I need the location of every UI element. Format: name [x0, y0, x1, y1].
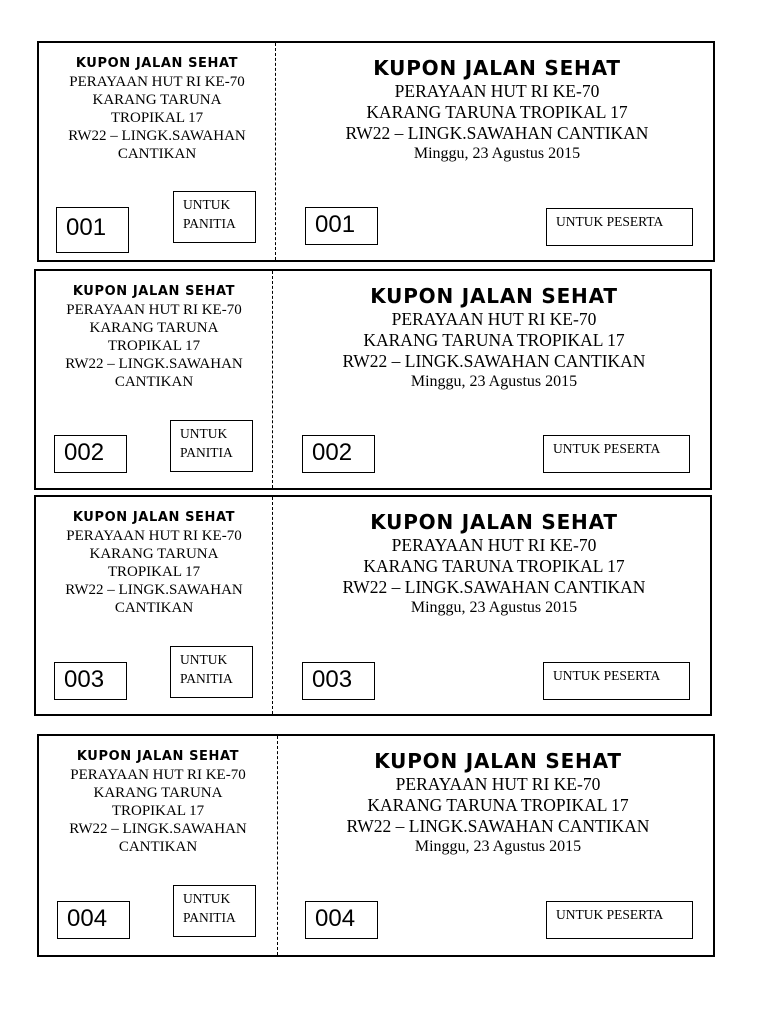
stub-address-line: RW22 – LINGK.SAWAHAN	[69, 821, 247, 837]
coupon-2	[34, 269, 712, 490]
coupon-3	[34, 495, 712, 716]
stub-number-box: 002	[54, 435, 127, 473]
stub-address-line-2: CANTIKAN	[118, 839, 198, 855]
main-title: KUPON JALAN SEHAT	[370, 284, 618, 308]
main-org-line: KARANG TARUNA TROPIKAL 17	[367, 795, 629, 815]
coupon-main	[277, 43, 717, 164]
stub-event-line: PERAYAAN HUT RI KE-70	[66, 302, 242, 318]
coupon-stub	[39, 736, 277, 856]
stub-title: KUPON JALAN SEHAT	[72, 510, 236, 525]
peserta-tag-box: UNTUK PESERTA	[546, 901, 693, 939]
tag-line: PANITIA	[180, 671, 233, 686]
coupon-main	[274, 497, 714, 618]
stub-number-box: 001	[56, 207, 129, 253]
stub-title: KUPON JALAN SEHAT	[72, 284, 236, 299]
stub-org-line-2: TROPIKAL 17	[110, 110, 204, 126]
main-address-line: RW22 – LINGK.SAWAHAN CANTIKAN	[342, 577, 646, 597]
stub-org-line-2: TROPIKAL 17	[107, 338, 201, 354]
stub-org-line: KARANG TARUNA	[93, 785, 223, 801]
stub-address-line: RW22 – LINGK.SAWAHAN	[68, 128, 246, 144]
main-event-line: PERAYAAN HUT RI KE-70	[391, 309, 597, 329]
event-date: Minggu, 23 Agustus 2015	[414, 838, 582, 855]
coupon-stub	[36, 271, 272, 391]
stub-address-line: RW22 – LINGK.SAWAHAN	[65, 356, 243, 372]
stub-org-line-2: TROPIKAL 17	[107, 564, 201, 580]
main-event-line: PERAYAAN HUT RI KE-70	[395, 774, 601, 794]
main-org-line: KARANG TARUNA TROPIKAL 17	[363, 330, 625, 350]
coupon-stub	[36, 497, 272, 617]
main-number-box: 003	[302, 662, 375, 700]
stub-org-line: KARANG TARUNA	[89, 320, 219, 336]
stub-number-box: 003	[54, 662, 127, 700]
peserta-tag-box: UNTUK PESERTA	[546, 208, 693, 246]
coupon-main	[274, 271, 714, 392]
tag-line: UNTUK	[183, 891, 231, 906]
stub-address-line-2: CANTIKAN	[117, 146, 197, 162]
main-address-line: RW22 – LINGK.SAWAHAN CANTIKAN	[342, 351, 646, 371]
stub-org-line: KARANG TARUNA	[92, 92, 222, 108]
stub-title: KUPON JALAN SEHAT	[76, 749, 240, 764]
tag-line: UNTUK	[180, 426, 228, 441]
event-date: Minggu, 23 Agustus 2015	[410, 599, 578, 616]
stub-address-line-2: CANTIKAN	[114, 600, 194, 616]
panitia-tag-box	[170, 646, 253, 698]
main-event-line: PERAYAAN HUT RI KE-70	[394, 81, 600, 101]
main-event-line: PERAYAAN HUT RI KE-70	[391, 535, 597, 555]
coupon-stub	[39, 43, 275, 163]
stub-event-line: PERAYAAN HUT RI KE-70	[66, 528, 242, 544]
stub-number-box: 004	[57, 901, 130, 939]
tear-line	[272, 271, 273, 488]
tear-line	[275, 43, 276, 260]
tear-line	[277, 736, 278, 955]
tag-line: UNTUK	[183, 197, 231, 212]
stub-org-line: KARANG TARUNA	[89, 546, 219, 562]
coupon-main	[279, 736, 717, 857]
main-number-box: 004	[305, 901, 378, 939]
main-title: KUPON JALAN SEHAT	[374, 749, 622, 773]
main-address-line: RW22 – LINGK.SAWAHAN CANTIKAN	[346, 816, 650, 836]
tear-line	[272, 497, 273, 714]
coupon-1	[37, 41, 715, 262]
stub-title: KUPON JALAN SEHAT	[75, 56, 239, 71]
peserta-tag-box: UNTUK PESERTA	[543, 435, 690, 473]
stub-event-line: PERAYAAN HUT RI KE-70	[70, 767, 246, 783]
stub-address-line-2: CANTIKAN	[114, 374, 194, 390]
stub-org-line-2: TROPIKAL 17	[111, 803, 205, 819]
main-title: KUPON JALAN SEHAT	[373, 56, 621, 80]
tag-line: UNTUK	[180, 652, 228, 667]
peserta-tag-box: UNTUK PESERTA	[543, 662, 690, 700]
event-date: Minggu, 23 Agustus 2015	[413, 145, 581, 162]
tag-line: PANITIA	[180, 445, 233, 460]
tag-line: PANITIA	[183, 216, 236, 231]
main-number-box: 002	[302, 435, 375, 473]
panitia-tag-box	[170, 420, 253, 472]
event-date: Minggu, 23 Agustus 2015	[410, 373, 578, 390]
stub-address-line: RW22 – LINGK.SAWAHAN	[65, 582, 243, 598]
coupon-4	[37, 734, 715, 957]
stub-event-line: PERAYAAN HUT RI KE-70	[69, 74, 245, 90]
panitia-tag-box	[173, 885, 256, 937]
panitia-tag-box	[173, 191, 256, 243]
main-title: KUPON JALAN SEHAT	[370, 510, 618, 534]
main-org-line: KARANG TARUNA TROPIKAL 17	[366, 102, 628, 122]
main-address-line: RW22 – LINGK.SAWAHAN CANTIKAN	[345, 123, 649, 143]
main-number-box: 001	[305, 207, 378, 245]
main-org-line: KARANG TARUNA TROPIKAL 17	[363, 556, 625, 576]
tag-line: PANITIA	[183, 910, 236, 925]
